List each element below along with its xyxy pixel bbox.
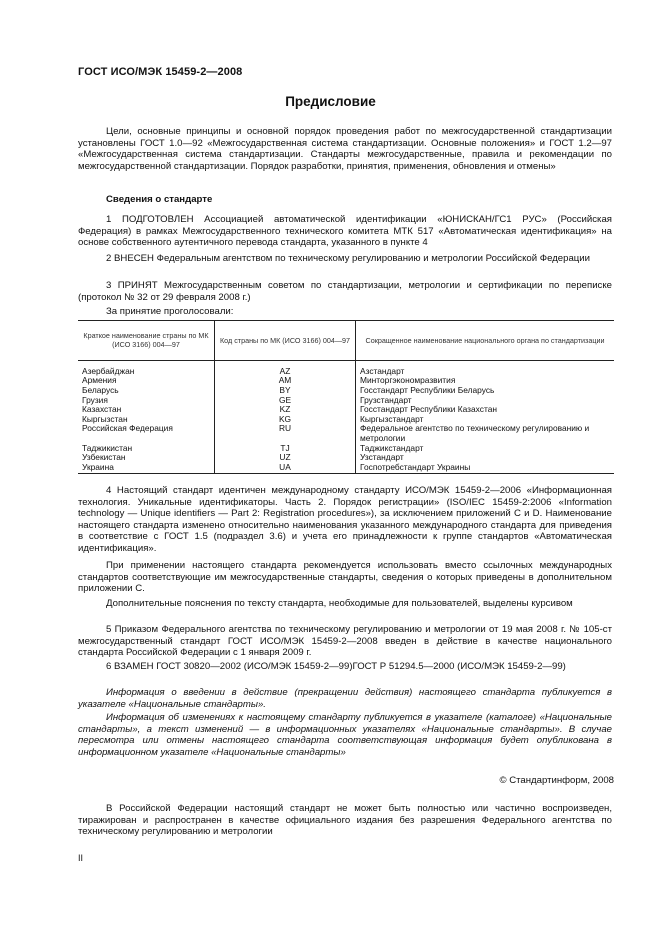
country-cell: Казахстан bbox=[82, 404, 122, 415]
body-cell: Таджикстандарт bbox=[356, 444, 615, 454]
table-row bbox=[78, 396, 614, 406]
code-cell: UA bbox=[215, 463, 356, 474]
body-cell: Грузстандарт bbox=[356, 396, 615, 406]
intro-paragraph: Цели, основные принципы и основной порядок проведения работ по межгосударственной стандартизации установлены ГОСТ 1.0—92 «Межгосударственная система стандартизации. Основные положения» и ГОСТ 1.2—97 «Межгосударственная система стандартизации. Стандарты межгосударственные, правила и рекомендации по межгосударственной стандартизации. Порядок разработки, принятия, применения, обновления и отмены» bbox=[78, 126, 612, 172]
page-number: II bbox=[78, 853, 84, 863]
table-row bbox=[78, 453, 614, 463]
body-cell: Федеральное агентство по техническому регулированию и метрологии bbox=[356, 424, 615, 443]
country-cell: Кыргызстан bbox=[82, 413, 128, 424]
item-5-paragraph: 5 Приказом Федерального агентства по техническому регулированию и метрологии от 19 мая 2008 г. № 105-ст межгосударственный стандарт ГОСТ ИСО/МЭК 15459-2—2008 введен в действие в качестве национального стандарта Российской Федерации с 1 января 2009 г. bbox=[78, 624, 612, 659]
item-4-note-references: При применении настоящего стандарта рекомендуется использовать вместо ссылочных международных стандартов соответствующие им межгосударственные стандарты, сведения о которых приведены в дополнительном приложении С. bbox=[78, 560, 612, 595]
body-cell: Минторгэкономразвития bbox=[356, 376, 615, 386]
table-header-row bbox=[78, 321, 614, 361]
country-cell: Таджикистан bbox=[82, 442, 133, 453]
country-cell: Армения bbox=[82, 375, 117, 386]
code-cell: GE bbox=[215, 396, 356, 406]
table-row bbox=[78, 444, 614, 454]
country-cell: Узбекистан bbox=[82, 452, 126, 463]
voting-countries-table bbox=[78, 320, 614, 474]
section-heading: Сведения о стандарте bbox=[106, 194, 213, 205]
body-cell: Госпотребстандарт Украины bbox=[356, 463, 615, 474]
code-cell: RU bbox=[215, 424, 356, 443]
item-4-note-italics: Дополнительные пояснения по тексту стандарта, необходимые для пользователей, выделены курсивом bbox=[106, 598, 573, 609]
item-1-paragraph: 1 ПОДГОТОВЛЕН Ассоциацией автоматической идентификации «ЮНИСКАН/ГС1 РУС» (Российская Федерация) в рамках Межгосударственного технического комитета МТК 517 «Автоматическая идентификация» на основе собственного аутентичного перевода стандарта, указанного в пункте 4 bbox=[78, 214, 612, 249]
item-4-paragraph: 4 Настоящий стандарт идентичен международному стандарту ИСО/МЭК 15459-2—2006 «Информационная технология. Уникальные идентификаторы. Часть 2. Порядок регистрации» (ISO/IEC 15459-2:2006 «Information technology — Unique identifiers — Part 2: Registration procedures»), за исключением приложений С и D. Наименование настоящего стандарта изменено относительно наименования указанного международного стандарта для приведения в соответствие с ГОСТ 1.5 (подраздел 3.6) и учета его принадлежности к группе стандартов «Автоматическая идентификация». bbox=[78, 485, 612, 554]
body-cell: Кыргызстандарт bbox=[356, 415, 615, 425]
code-cell: AM bbox=[215, 376, 356, 386]
body-cell: Узстандарт bbox=[356, 453, 615, 463]
column-header-country: Краткое наименование страны по МК (ИСО 3166) 004—97 bbox=[78, 321, 215, 361]
notice-changes: Информация об изменениях к настоящему стандарту публикуется в указателе (каталоге) «Национальные стандарты», а текст изменений — в информационных указателях «Национальные стандарты». В случае пересмотра или отмены настоящего стандарта соответствующая информация будет опубликована в информационном указателе «Национальные стандарты» bbox=[78, 712, 612, 758]
body-cell: Азстандарт bbox=[356, 360, 615, 376]
code-cell: TJ bbox=[215, 444, 356, 454]
country-cell: Грузия bbox=[82, 394, 108, 405]
code-cell: KZ bbox=[215, 405, 356, 415]
column-header-body: Сокращенное наименование национального органа по стандартизации bbox=[356, 321, 615, 361]
document-header: ГОСТ ИСО/МЭК 15459-2—2008 bbox=[78, 66, 243, 78]
code-cell: AZ bbox=[215, 360, 356, 376]
country-cell: Азербайджан bbox=[82, 365, 135, 376]
country-cell: Украина bbox=[78, 463, 215, 474]
page-title: Предисловие bbox=[285, 94, 376, 109]
code-cell: BY bbox=[215, 386, 356, 396]
table-row bbox=[78, 463, 614, 474]
body-cell: Госстандарт Республики Беларусь bbox=[356, 386, 615, 396]
table-row bbox=[78, 424, 614, 443]
reproduction-notice: В Российской Федерации настоящий стандарт не может быть полностью или частично воспроизведен, тиражирован и распространен в качестве официального издания без разрешения Федерального агентства по техническому регулированию и метрологии bbox=[78, 803, 612, 838]
body-cell: Госстандарт Республики Казахстан bbox=[356, 405, 615, 415]
code-cell: KG bbox=[215, 415, 356, 425]
item-2-paragraph: 2 ВНЕСЕН Федеральным агентством по техническому регулированию и метрологии Российской Федерации bbox=[106, 253, 591, 264]
table-row bbox=[78, 405, 614, 415]
copyright-line: © Стандартинформ, 2008 bbox=[499, 775, 614, 786]
column-header-code: Код страны по МК (ИСО 3166) 004—97 bbox=[215, 321, 356, 361]
country-cell: Российская Федерация bbox=[82, 423, 173, 434]
item-6-paragraph: 6 ВЗАМЕН ГОСТ 30820—2002 (ИСО/МЭК 15459-2—99)ГОСТ Р 51294.5—2000 (ИСО/МЭК 15459-2—99) bbox=[106, 661, 566, 672]
table-row bbox=[78, 386, 614, 396]
notice-introduction: Информация о введении в действие (прекращении действия) настоящего стандарта публикуется в указателе «Национальные стандарты». bbox=[78, 687, 612, 710]
country-cell: Беларусь bbox=[82, 385, 119, 395]
table-row bbox=[78, 376, 614, 386]
votes-caption: За принятие проголосовали: bbox=[106, 306, 234, 317]
item-3-paragraph: 3 ПРИНЯТ Межгосударственным советом по стандартизации, метрологии и сертификации по переписке (протокол № 32 от 29 февраля 2008 г.) bbox=[78, 280, 612, 303]
table-row bbox=[78, 360, 614, 376]
code-cell: UZ bbox=[215, 453, 356, 463]
